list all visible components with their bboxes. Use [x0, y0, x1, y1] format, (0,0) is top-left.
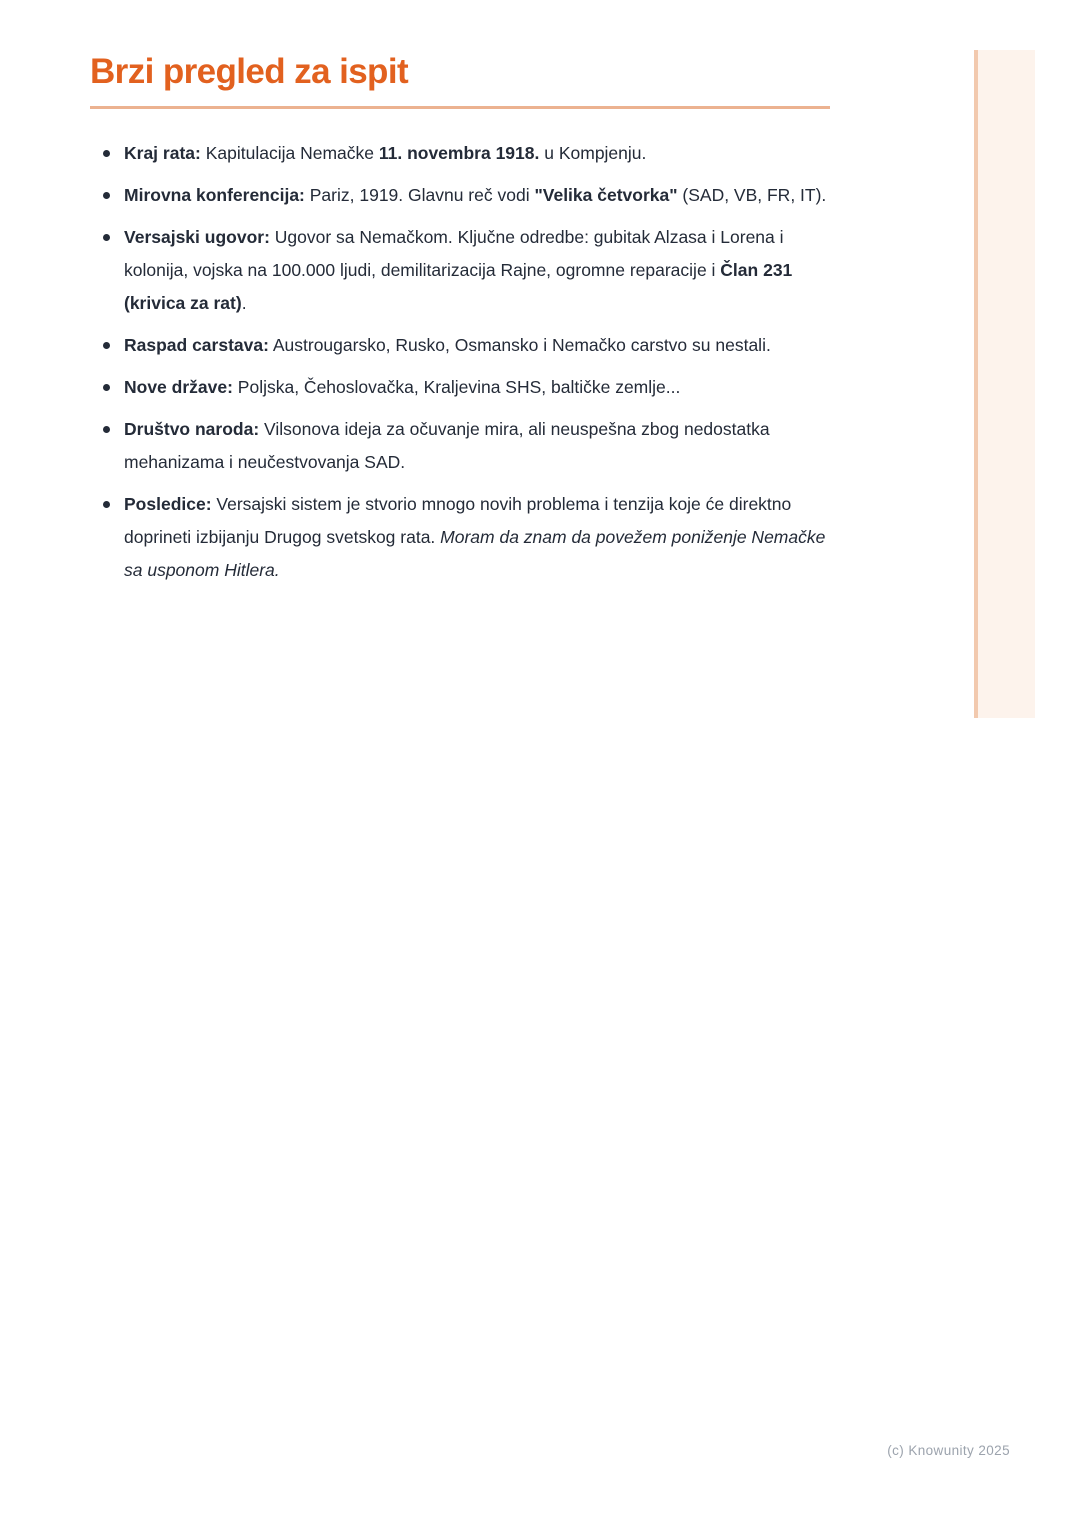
list-item-text-bold: Mirovna konferencija: [124, 185, 305, 205]
list-item-text-regular: Ugovor sa Nemačkom. Ključne odredbe: gubitak Alzasa i Lorena i kolonija, vojska na 100.000 ljudi, demilitarizacija Rajne, ogromne reparacije i [124, 227, 784, 280]
list-item-text-regular: Versajski sistem je stvorio mnogo novih problema i tenzija koje će direktno doprineti izbijanju Drugog svetskog rata. [124, 494, 792, 547]
list-item [124, 221, 830, 320]
list-item-text-regular: Kapitulacija Nemačke [200, 143, 379, 163]
list-item-text-bold: Kraj rata: [124, 143, 201, 163]
list-item-text-bold: Društvo naroda: [124, 419, 260, 439]
list-item-text-regular: Vilsonova ideja za očuvanje mira, ali neuspešna zbog nedostatka mehanizama i neučestvovanja SAD. [124, 419, 770, 472]
list-item-text-regular: (SAD, VB, FR, IT). [677, 185, 827, 205]
main-content [90, 52, 830, 596]
list-item-text-bold: Versajski ugovor: [124, 227, 270, 247]
list-item-text-bold: Posledice: [124, 494, 212, 514]
list-item-text-bold: 11. novembra 1918. [378, 143, 540, 163]
list-item-text-bold: "Velika četvorka" [534, 185, 678, 205]
list-item [124, 179, 830, 212]
right-accent-strip [974, 50, 1035, 718]
list-item-text-regular: u Kompjenju. [539, 143, 647, 163]
title-divider [90, 106, 830, 109]
list-item-text-bold: Član 231 (krivica za rat) [124, 260, 793, 313]
summary-list [90, 137, 830, 587]
copyright-footer: (c) Knowunity 2025 [887, 1443, 1010, 1458]
page-title: Brzi pregled za ispit [90, 52, 409, 91]
list-item [124, 413, 830, 479]
list-item-text-regular: Pariz, 1919. Glavnu reč vodi [304, 185, 535, 205]
list-item-text-regular: . [241, 293, 247, 313]
list-item-text-regular: Austrougarsko, Rusko, Osmansko i Nemačko carstvo su nestali. [268, 335, 771, 355]
list-item [124, 488, 830, 587]
list-item-text-bold: Raspad carstava: [124, 335, 269, 355]
list-item [124, 329, 830, 362]
list-item-text-italic: Moram da znam da povežem poniženje Nemačke sa usponom Hitlera. [124, 527, 826, 580]
list-item-text-regular: Poljska, Čehoslovačka, Kraljevina SHS, baltičke zemlje... [232, 377, 681, 397]
list-item-text-bold: Nove države: [124, 377, 233, 397]
list-item [124, 371, 830, 404]
list-item [124, 137, 830, 170]
